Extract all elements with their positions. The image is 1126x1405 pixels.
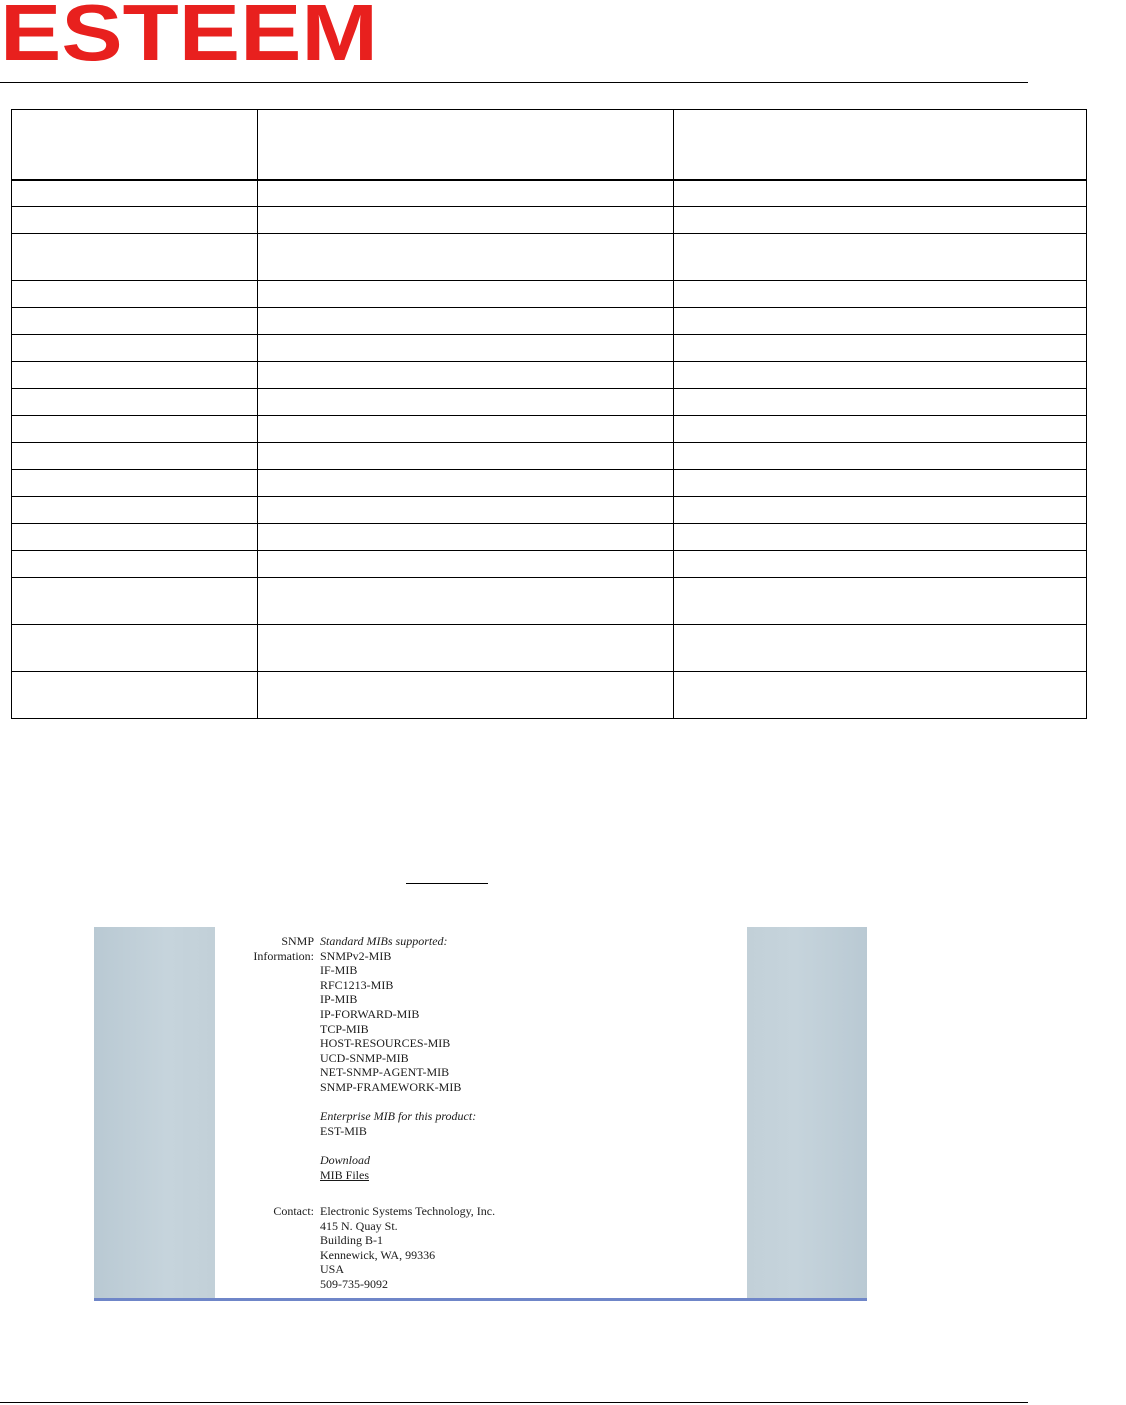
snmp-info-values	[320, 934, 476, 1182]
table-row	[12, 308, 1087, 335]
table-cell	[12, 578, 258, 625]
table-row	[12, 672, 1087, 719]
table-cell	[12, 207, 258, 234]
table-cell	[674, 335, 1087, 362]
table-cell	[674, 110, 1087, 180]
table-cell	[12, 524, 258, 551]
table-cell	[674, 524, 1087, 551]
table-row	[12, 180, 1087, 207]
table-row	[12, 281, 1087, 308]
table-row	[12, 234, 1087, 281]
table-cell	[12, 308, 258, 335]
contact-details	[320, 1204, 495, 1292]
table-cell	[258, 497, 674, 524]
table-cell	[674, 443, 1087, 470]
table-cell	[12, 281, 258, 308]
table-cell	[12, 443, 258, 470]
table-cell	[258, 362, 674, 389]
contact-line: Electronic Systems Technology, Inc.	[320, 1204, 496, 1218]
footer-rule	[0, 1402, 1028, 1403]
snmp-info-label	[215, 934, 314, 963]
table-cell	[674, 234, 1087, 281]
contact-line: 415 N. Quay St.	[320, 1218, 398, 1233]
contact-label: Contact:	[273, 1204, 314, 1218]
mib-list-item: IP-FORWARD-MIB	[320, 1006, 420, 1021]
table-cell	[12, 625, 258, 672]
enterprise-mib-heading: Enterprise MIB for this product:	[320, 1109, 477, 1124]
table-row	[12, 207, 1087, 234]
table-cell	[674, 180, 1087, 207]
table-row	[12, 497, 1087, 524]
contact-line: Kennewick, WA, 99336	[320, 1247, 436, 1262]
table-cell	[258, 234, 674, 281]
table-cell	[258, 416, 674, 443]
table-row	[12, 335, 1087, 362]
table-cell	[12, 389, 258, 416]
table-cell	[258, 551, 674, 578]
table-cell	[674, 672, 1087, 719]
mib-list-item: RFC1213-MIB	[320, 977, 394, 992]
table-cell	[674, 281, 1087, 308]
table-cell	[258, 672, 674, 719]
table-cell	[674, 207, 1087, 234]
underlined-text-fragment	[406, 883, 488, 884]
table-cell	[12, 110, 258, 180]
table-cell	[258, 207, 674, 234]
table-row	[12, 362, 1087, 389]
table-cell	[258, 308, 674, 335]
table-cell	[12, 335, 258, 362]
table-cell	[674, 625, 1087, 672]
mib-list-item: IF-MIB	[320, 963, 358, 978]
web-page-screenshot	[94, 927, 867, 1301]
right-sidebar-panel	[747, 927, 867, 1299]
left-sidebar-panel	[94, 927, 215, 1299]
mib-list-item: SNMPv2-MIB	[320, 948, 392, 963]
mib-list-item: NET-SNMP-AGENT-MIB	[320, 1065, 450, 1080]
table-cell	[258, 443, 674, 470]
mib-list-item: SNMP-FRAMEWORK-MIB	[320, 1079, 462, 1094]
table-cell	[12, 672, 258, 719]
table-row	[12, 625, 1087, 672]
contact-line: Building B-1	[320, 1233, 384, 1248]
table-row	[12, 524, 1087, 551]
table-cell	[258, 335, 674, 362]
snmp-label-line-2: Information:	[253, 948, 314, 963]
mib-list-item: IP-MIB	[320, 992, 358, 1007]
table-cell	[12, 180, 258, 207]
table-cell	[674, 308, 1087, 335]
table-cell	[674, 389, 1087, 416]
specification-table	[11, 109, 1087, 719]
snmp-info-content	[215, 927, 747, 1299]
contact-line: USA	[320, 1262, 345, 1277]
logo-text: ESTEEM	[0, 0, 379, 64]
table-row	[12, 389, 1087, 416]
standard-mibs-heading: Standard MIBs supported:	[320, 934, 448, 948]
table-cell	[258, 470, 674, 497]
table-cell	[12, 416, 258, 443]
mib-list-item: HOST-RESOURCES-MIB	[320, 1036, 451, 1051]
table-cell	[258, 625, 674, 672]
table-cell	[258, 281, 674, 308]
mib-files-link[interactable]: MIB Files	[320, 1167, 370, 1182]
snmp-label-line-1: SNMP	[281, 934, 314, 948]
table-cell	[674, 578, 1087, 625]
table-cell	[12, 551, 258, 578]
table-cell	[674, 416, 1087, 443]
table-cell	[258, 110, 674, 180]
table-cell	[12, 497, 258, 524]
standard-mib-list	[320, 949, 476, 1095]
table-row	[12, 443, 1087, 470]
table-cell	[258, 180, 674, 207]
enterprise-mib-name: EST-MIB	[320, 1123, 367, 1138]
table-row	[12, 416, 1087, 443]
esteem-logo-graphic	[0, 0, 380, 64]
table-cell	[258, 389, 674, 416]
header-rule	[0, 82, 1028, 83]
table-cell	[12, 234, 258, 281]
table-cell	[674, 497, 1087, 524]
mib-list-item: UCD-SNMP-MIB	[320, 1050, 409, 1065]
table-row	[12, 578, 1087, 625]
esteem-logo	[0, 0, 380, 64]
table-cell	[12, 362, 258, 389]
table-row	[12, 110, 1087, 180]
contact-line: 509-735-9092	[320, 1276, 388, 1291]
table-cell	[258, 578, 674, 625]
screenshot-bottom-border	[94, 1298, 867, 1301]
mib-list-item: TCP-MIB	[320, 1021, 369, 1036]
table-row	[12, 470, 1087, 497]
download-label: Download	[320, 1152, 371, 1167]
table-cell	[674, 551, 1087, 578]
table-cell	[674, 470, 1087, 497]
table-cell	[674, 362, 1087, 389]
table-row	[12, 551, 1087, 578]
table-cell	[258, 524, 674, 551]
table-cell	[12, 470, 258, 497]
